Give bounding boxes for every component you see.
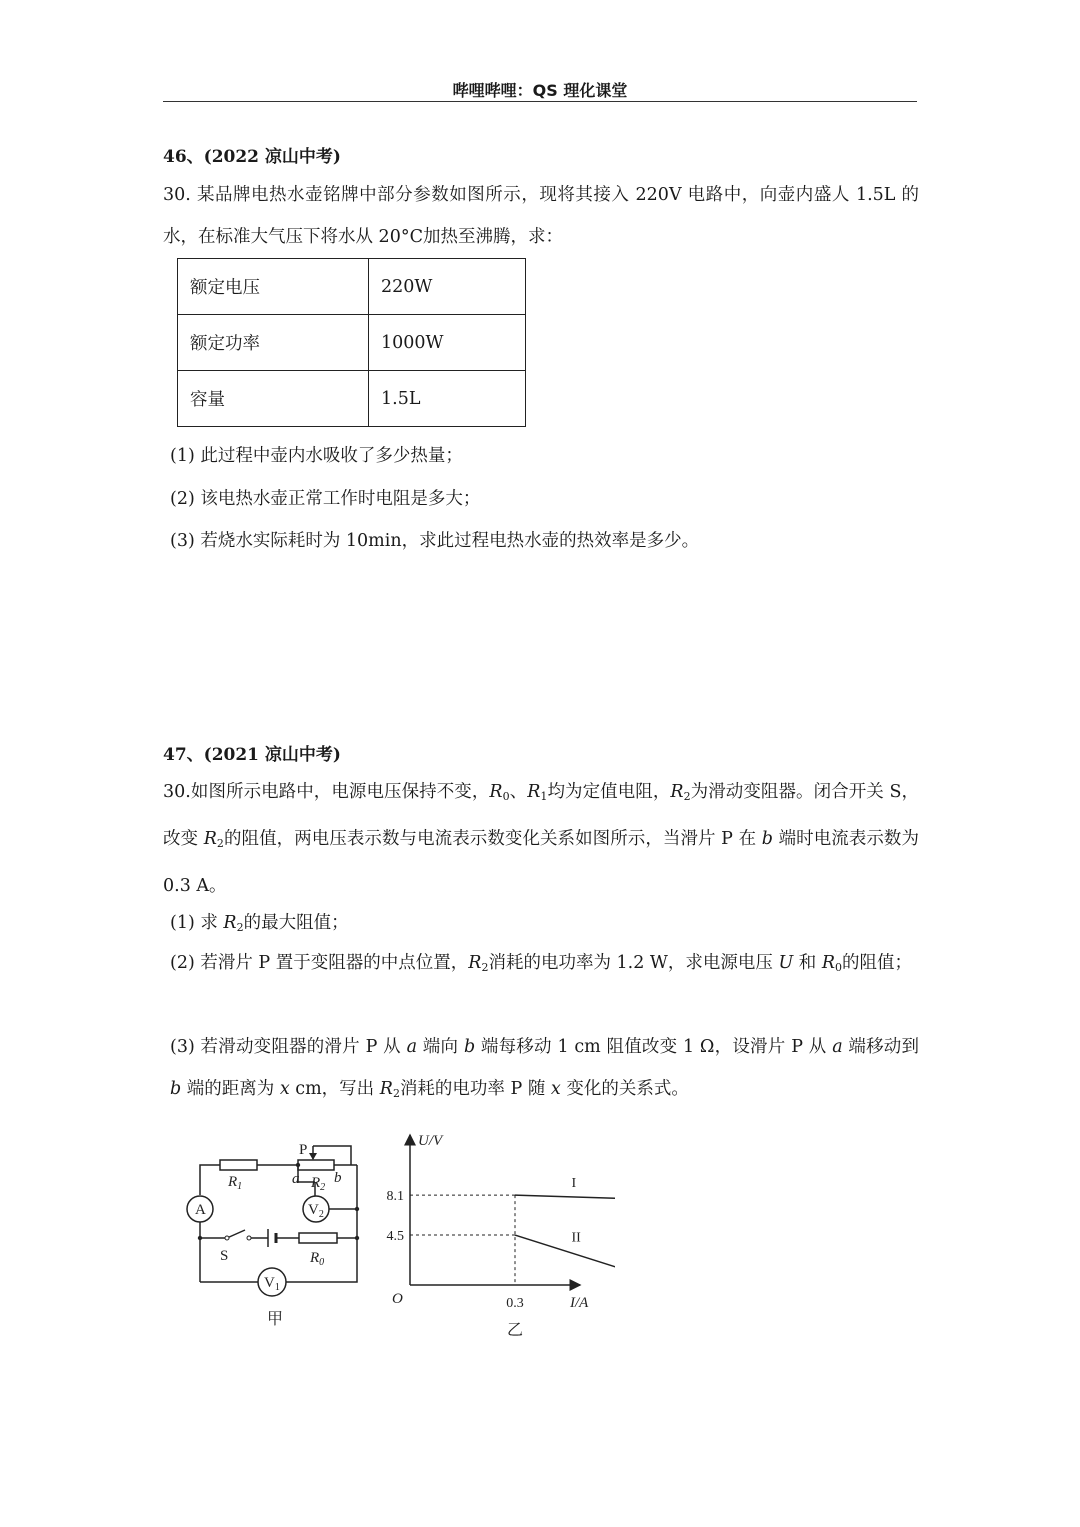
spec-value: 1.5L [369,371,526,427]
q46-sub3: (3) 若烧水实际耗时为 10min，求此过程电热水壶的热效率是多少。 [170,531,700,551]
label-switch: S [220,1248,229,1264]
page-header: 哔哩哔哩：QS 理化课堂 [452,81,628,100]
spec-label: 额定功率 [178,315,369,371]
y-tick-label: 8.1 [386,1189,404,1205]
chart-caption: 乙 [507,1322,524,1339]
q47-sub1: (1) 求 $R_2$的最大阻值； [170,913,349,934]
wire [200,1165,220,1195]
y-tick-label: 4.5 [386,1229,404,1245]
spec-table [177,258,526,427]
header-rule [163,101,917,102]
label-ammeter: A [195,1202,206,1218]
series-line-2 [515,1235,615,1268]
label-r0: $R_0$ [310,1250,325,1268]
table-row [178,259,526,315]
table-row [178,315,526,371]
ui-graph [375,1125,615,1345]
circuit-diagram [175,1132,375,1332]
spec-value: 1000W [369,315,526,371]
q46-number: 30. [163,185,191,205]
y-axis-label: U/V [418,1133,443,1149]
q46-stem [163,174,919,258]
label-v1: $V_1$ [264,1275,280,1293]
r0-resistor [299,1233,337,1243]
series-label: I [571,1175,577,1191]
series-label: II [571,1230,581,1246]
switch-contact [247,1236,251,1240]
label-p: P [299,1142,308,1158]
table-row [178,371,526,427]
junction-dot [355,1236,359,1240]
spec-label: 容量 [178,371,369,427]
q47-stem: 30.如图所示电路中，电源电压保持不变，$R_0$、$R_1$均为定值电阻，$R_2$为滑动变阻器。闭合开关 S，改变 $R_2$的阻值，两电压表示数与电流表示数变化关系如图所示，当滑片 P 在 b 端时电流表示数为 0.3 A。 [163,782,919,896]
q47-title: 47、(2021 凉山中考) [163,745,341,765]
spec-label: 额定电压 [178,259,369,315]
x-tick-label: 0.3 [506,1296,524,1311]
label-r2: $R_2$ [311,1175,326,1193]
r1-resistor [220,1160,257,1170]
label-a: a [292,1171,300,1187]
wire [313,1146,351,1165]
switch-blade [227,1230,245,1238]
junction-dot [355,1207,359,1211]
series-line-1 [515,1195,615,1198]
q46-title: 46、(2022 凉山中考) [163,147,341,167]
origin-label: O [392,1291,403,1307]
label-b: b [334,1170,342,1186]
label-r1: $R_1$ [228,1174,243,1192]
slider-arrow-icon [309,1153,317,1160]
label-v2: $V_2$ [308,1202,324,1220]
junction-dot [198,1236,202,1240]
q47-sub2: (2) 若滑片 P 置于变阻器的中点位置，$R_2$消耗的电功率为 1.2 W，求电源电压 U 和 $R_0$的阻值； [170,953,913,974]
junction-dot [296,1163,300,1167]
switch-contact [225,1236,229,1240]
q47-sub3: (3) 若滑动变阻器的滑片 P 从 a 端向 b 端每移动 1 cm 阻值改变 1 Ω，设滑片 P 从 a 端移动到 b 端的距离为 x cm，写出 $R_2$消耗的电功率 P 随 x 变化的关系式。 [170,1037,919,1100]
spec-value: 220W [369,259,526,315]
q46-stem-text: 某品牌电热水壶铭牌中部分参数如图所示，现将其接入 220V 电路中，向壶内盛人 1.5L 的水，在标准大气压下将水从 20°C加热至沸腾，求： [163,185,919,247]
circuit-caption: 甲 [267,1311,284,1328]
x-axis-label: I/A [570,1295,589,1311]
q46-sub2: (2) 该电热水壶正常工作时电阻是多大； [170,489,481,509]
r2-resistor [298,1160,334,1170]
q46-sub1: (1) 此过程中壶内水吸收了多少热量； [170,446,463,466]
